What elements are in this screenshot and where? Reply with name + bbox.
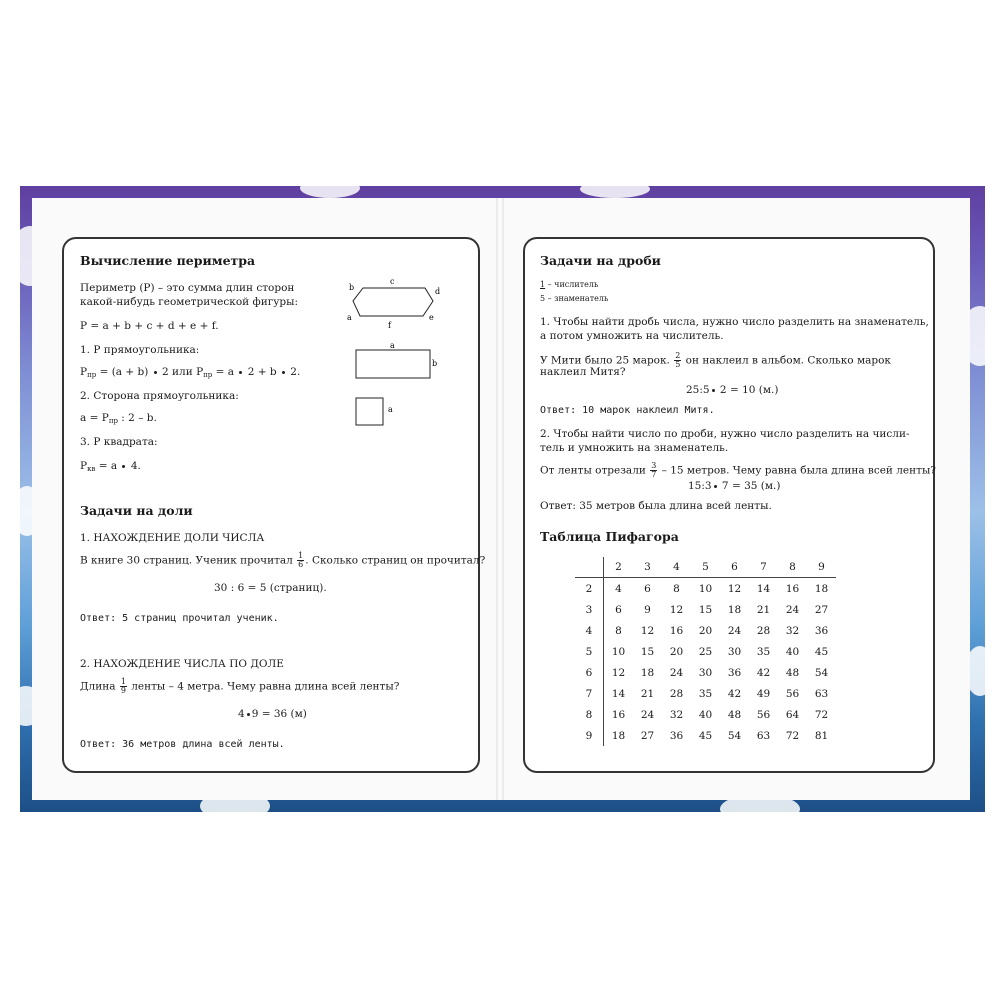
table-corner — [575, 557, 604, 578]
table-cell: 30 — [698, 666, 713, 679]
table-cell: 18 — [640, 666, 655, 679]
number-by-share-calc: 4 9 = 36 (м) — [238, 708, 307, 720]
table-cell: 6 — [615, 603, 622, 616]
table-cell: 49 — [756, 687, 771, 700]
table-cell: 54 — [727, 729, 742, 742]
fraction-rule-1-line1: 1. Чтобы найти дробь числа, нужно число разделить на знаменатель, — [540, 316, 929, 328]
fraction-problem-1-calc: 25:5 2 = 10 (м.) — [686, 384, 779, 396]
table-cell: 14 — [611, 687, 626, 700]
table-header-cell: 6 — [720, 557, 749, 578]
rectangle-diagram — [352, 342, 442, 382]
table-cell: 21 — [756, 603, 771, 616]
table-cell: 63 — [756, 729, 771, 742]
table-row — [575, 725, 836, 746]
fraction-rule-2-line1: 2. Чтобы найти число по дроби, нужно число разделить на числи- — [540, 428, 910, 440]
table-cell: 21 — [640, 687, 655, 700]
hex-label-d: d — [435, 287, 441, 296]
rect-perimeter-heading: 1. P прямоугольника: — [80, 344, 200, 356]
table-row — [575, 599, 836, 620]
table-row — [575, 683, 836, 704]
table-row — [575, 704, 836, 725]
table-cell: 36 — [727, 666, 742, 679]
page-gutter — [496, 198, 504, 800]
hex-label-e: e — [429, 313, 434, 322]
table-cell: 56 — [756, 708, 771, 721]
rect-side-formula: $a = P_{пр}$ : 2 – b. — [80, 412, 157, 425]
table-cell: 63 — [814, 687, 829, 700]
table-cell: 18 — [814, 582, 829, 595]
fractions-title: Задачи на дроби — [540, 253, 661, 268]
table-cell: 48 — [785, 666, 800, 679]
pythagoras-title: Таблица Пифагора — [540, 529, 679, 544]
table-row-header: 9 — [575, 725, 604, 746]
table-cell: 28 — [669, 687, 684, 700]
share-of-number-heading: 1. НАХОЖДЕНИЕ ДОЛИ ЧИСЛА — [80, 532, 265, 544]
fraction-problem-2-text: От ленты отрезали $\frac{3}{7}$ – 15 метров. Чему равна была длина всей ленты? — [540, 461, 936, 479]
table-cell: 16 — [669, 624, 684, 637]
table-cell: 12 — [640, 624, 655, 637]
table-cell: 42 — [727, 687, 742, 700]
fraction-problem-1-answer: Ответ: 10 марок наклеил Митя. — [540, 405, 715, 416]
table-header-cell: 7 — [749, 557, 778, 578]
perimeter-def-line1: Периметр (P) – это сумма длин сторон — [80, 282, 295, 294]
table-cell: 45 — [698, 729, 713, 742]
table-row-header: 6 — [575, 662, 604, 683]
table-row-header: 5 — [575, 641, 604, 662]
table-cell: 27 — [640, 729, 655, 742]
table-cell: 12 — [611, 666, 626, 679]
table-cell: 36 — [814, 624, 829, 637]
fraction-problem-1-line2: наклеил Митя? — [540, 366, 626, 378]
table-cell: 28 — [756, 624, 771, 637]
number-by-share-heading: 2. НАХОЖДЕНИЕ ЧИСЛА ПО ДОЛЕ — [80, 658, 284, 670]
rect-perimeter-formula: $P_{пр} = (a + b)$ 2 или $P_{пр} = a$ 2 + b 2. — [80, 366, 301, 379]
table-cell: 27 — [814, 603, 829, 616]
table-row — [575, 662, 836, 683]
table-cell: 24 — [669, 666, 684, 679]
perimeter-def-line2: какой-нибудь геометрической фигуры: — [80, 296, 298, 308]
table-row-header: 8 — [575, 704, 604, 725]
table-cell: 72 — [785, 729, 800, 742]
table-cell: 81 — [814, 729, 829, 742]
table-row-header: 4 — [575, 620, 604, 641]
table-cell: 54 — [814, 666, 829, 679]
numerator-legend: 1 – числитель — [540, 280, 599, 289]
table-cell: 32 — [785, 624, 800, 637]
table-cell: 24 — [727, 624, 742, 637]
table-cell: 8 — [615, 624, 622, 637]
table-row — [575, 578, 836, 600]
table-cell: 16 — [785, 582, 800, 595]
table-cell: 72 — [814, 708, 829, 721]
rect-side-heading: 2. Сторона прямоугольника: — [80, 390, 239, 402]
share-calculation: 30 : 6 = 5 (страниц). — [214, 582, 327, 594]
table-cell: 24 — [640, 708, 655, 721]
table-header-cell: 5 — [691, 557, 720, 578]
table-row-header: 3 — [575, 599, 604, 620]
fraction-problem-2-answer: Ответ: 35 метров была длина всей ленты. — [540, 500, 772, 512]
table-cell: 45 — [814, 645, 829, 658]
table-cell: 48 — [727, 708, 742, 721]
square-perimeter-formula: $P_{кв} = a$ 4. — [80, 460, 141, 473]
table-cell: 56 — [785, 687, 800, 700]
table-cell: 24 — [785, 603, 800, 616]
table-cell: 20 — [669, 645, 684, 658]
table-cell: 30 — [727, 645, 742, 658]
hex-label-b: b — [349, 283, 355, 292]
square-label-a: a — [388, 405, 393, 414]
table-cell: 64 — [785, 708, 800, 721]
table-cell: 35 — [756, 645, 771, 658]
table-cell: 16 — [611, 708, 626, 721]
table-cell: 32 — [669, 708, 684, 721]
table-cell: 42 — [756, 666, 771, 679]
share-problem-text: В книге 30 страниц. Ученик прочитал $\frac{1}{6}$ . Сколько страниц он прочитал? — [80, 551, 486, 569]
table-cell: 12 — [727, 582, 742, 595]
table-cell: 35 — [698, 687, 713, 700]
table-cell: 10 — [611, 645, 626, 658]
fraction-rule-1-line2: а потом умножить на числитель. — [540, 330, 724, 342]
fraction-problem-1-line1: У Мити было 25 марок. $\frac{2}{5}$ он наклеил в альбом. Сколько марок — [540, 351, 891, 369]
table-header-cell: 3 — [633, 557, 662, 578]
table-row-header: 2 — [575, 578, 604, 600]
table-cell: 14 — [756, 582, 771, 595]
number-by-share-problem: Длина $\frac{1}{9}$ ленты – 4 метра. Чему равна длина всей ленты? — [80, 677, 400, 695]
share-answer: Ответ: 5 страниц прочитал ученик. — [80, 613, 279, 624]
table-header-cell: 2 — [604, 557, 634, 578]
table-cell: 15 — [698, 603, 713, 616]
table-cell: 8 — [673, 582, 680, 595]
fraction-rule-2-line2: тель и умножить на знаменатель. — [540, 442, 729, 454]
table-cell: 20 — [698, 624, 713, 637]
shares-title: Задачи на доли — [80, 503, 193, 518]
table-cell: 4 — [615, 582, 622, 595]
table-cell: 10 — [698, 582, 713, 595]
table-cell: 12 — [669, 603, 684, 616]
fraction-problem-2-calc: 15:3 7 = 35 (м.) — [688, 480, 781, 492]
hexagon-diagram — [345, 276, 445, 336]
rect-label-a: a — [390, 341, 395, 350]
number-by-share-answer: Ответ: 36 метров длина всей ленты. — [80, 739, 285, 750]
square-perimeter-heading: 3. P квадрата: — [80, 436, 158, 448]
square-diagram — [352, 394, 402, 430]
table-cell: 6 — [644, 582, 651, 595]
table-cell: 40 — [698, 708, 713, 721]
denominator-legend: 5 – знаменатель — [540, 294, 609, 303]
table-cell: 9 — [644, 603, 651, 616]
hex-label-f: f — [388, 321, 391, 330]
perimeter-title: Вычисление периметра — [80, 253, 256, 268]
table-row-header: 7 — [575, 683, 604, 704]
perimeter-formula: P = a + b + c + d + e + f. — [80, 320, 219, 332]
table-row — [575, 641, 836, 662]
table-header-row — [575, 557, 836, 578]
hex-label-a: a — [347, 313, 352, 322]
rect-label-b: b — [432, 359, 438, 368]
table-row — [575, 620, 836, 641]
table-cell: 18 — [727, 603, 742, 616]
hex-label-c: c — [390, 277, 395, 286]
table-cell: 18 — [611, 729, 626, 742]
table-cell: 15 — [640, 645, 655, 658]
table-header-cell: 4 — [662, 557, 691, 578]
table-header-cell: 9 — [807, 557, 836, 578]
table-cell: 25 — [698, 645, 713, 658]
table-header-cell: 8 — [778, 557, 807, 578]
table-cell: 36 — [669, 729, 684, 742]
table-cell: 40 — [785, 645, 800, 658]
multiplication-table — [575, 557, 836, 746]
